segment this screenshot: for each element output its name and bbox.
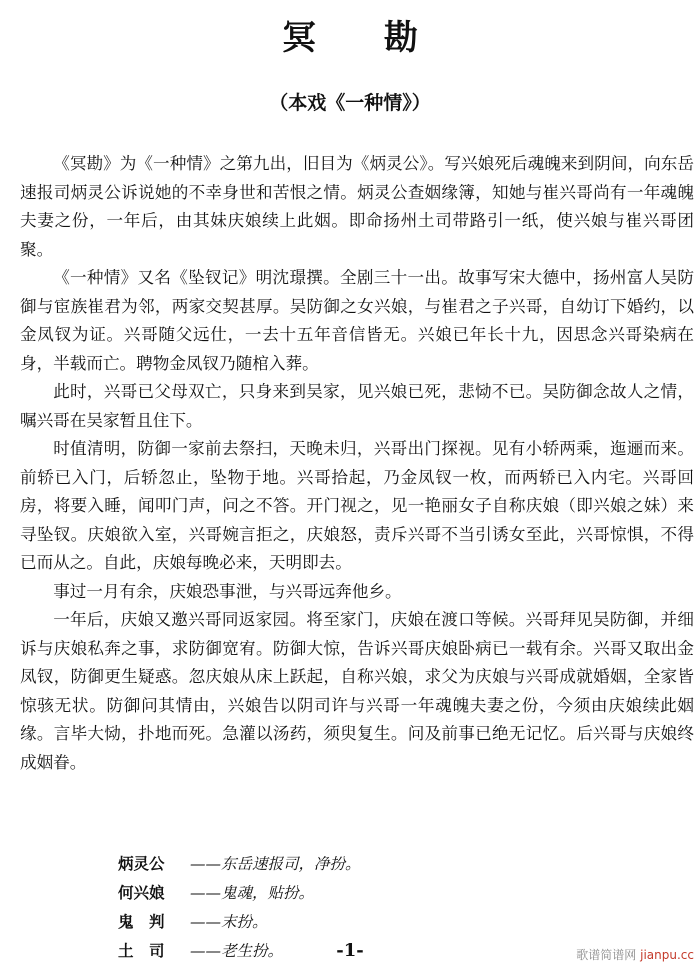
page-number: -1- [336, 940, 364, 961]
cast-description: ——老生扮。 [190, 942, 284, 960]
cast-role: 炳灵公 [118, 855, 165, 873]
cast-role: 鬼 判 [118, 913, 165, 931]
paragraph: 时值清明，防御一家前去祭扫，天晚未归，兴哥出门探视。见有小轿两乘，迤逦而来。前轿已入门，后轿忽止，坠物于地。兴哥拾起，乃金凤钗一枚，而两轿已入内宅。兴哥回房，将要入睡，闻叩门声，问之不答。开门视之，见一艳丽女子自称庆娘（即兴娘之妹）来寻坠钗。庆娘欲入室，兴哥婉言拒之，庆娘怒，责斥兴哥不当引诱女至此，兴哥惊惧，不得已而从之。自此，庆娘每晚必来，天明即去。 [20, 439, 694, 572]
paragraph: 此时，兴哥已父母双亡，只身来到吴家，见兴娘已死，悲恸不已。吴防御念故人之情，嘱兴哥在吴家暂且住下。 [20, 382, 694, 430]
paragraph: 《一种情》又名《坠钗记》明沈璟撰。全剧三十一出。故事写宋大德中，扬州富人吴防御与宦族崔君为邻，两家交契甚厚。吴防御之女兴娘，与崔君之子兴哥，自幼订下婚约，以金凤钗为证。兴哥随父远仕，一去十五年音信皆无。兴娘已年长十九，因思念兴哥染病在身，半载而亡。聘物金凤钗乃随棺入葬。 [20, 268, 694, 373]
cast-row [118, 879, 538, 908]
cast-row [118, 908, 538, 937]
page-title: 冥 勘 [282, 18, 446, 58]
watermark-text: 歌谱简谱网 [576, 948, 637, 962]
cast-role: 土 司 [118, 942, 165, 960]
cast-description: ——鬼魂，贴扮。 [190, 884, 315, 902]
cast-description: ——东岳速报司，净扮。 [190, 855, 361, 873]
cast-row [118, 850, 538, 879]
cast-role: 何兴娘 [118, 884, 165, 902]
body-text [20, 150, 694, 777]
paragraph: 一年后，庆娘又邀兴哥同返家园。将至家门，庆娘在渡口等候。兴哥拜见吴防御，并细诉与庆娘私奔之事，求防御宽宥。防御大惊，告诉兴哥庆娘卧病已一载有余。兴哥又取出金凤钗，防御更生疑惑。忽庆娘从床上跃起，自称兴娘，求父为庆娘与兴哥成就婚姻，全家皆惊骇无状。防御问其情由，兴娘告以阴司许与兴哥一年魂魄夫妻之份，今须由庆娘续此姻缘。言毕大恸，扑地而死。急灌以汤药，须臾复生。问及前事已绝无记忆。后兴哥与庆娘终成姻眷。 [20, 610, 694, 772]
cast-description: ——末扮。 [190, 913, 268, 931]
paragraph: 《冥勘》为《一种情》之第九出，旧目为《炳灵公》。写兴娘死后魂魄来到阴间，向东岳速报司炳灵公诉说她的不幸身世和苦恨之情。炳灵公查姻缘簿，知她与崔兴哥尚有一年魂魄夫妻之份，一年后，由其妹庆娘续上此姻。即命扬州土司带路引一纸，使兴娘与崔兴哥团聚。 [20, 154, 694, 259]
watermark-site: jianpu.cc [640, 948, 694, 962]
paragraph: 事过一月有余，庆娘恐事泄，与兴哥远奔他乡。 [53, 581, 402, 601]
watermark [576, 946, 694, 963]
page-subtitle: （本戏《一种情》） [269, 92, 431, 114]
